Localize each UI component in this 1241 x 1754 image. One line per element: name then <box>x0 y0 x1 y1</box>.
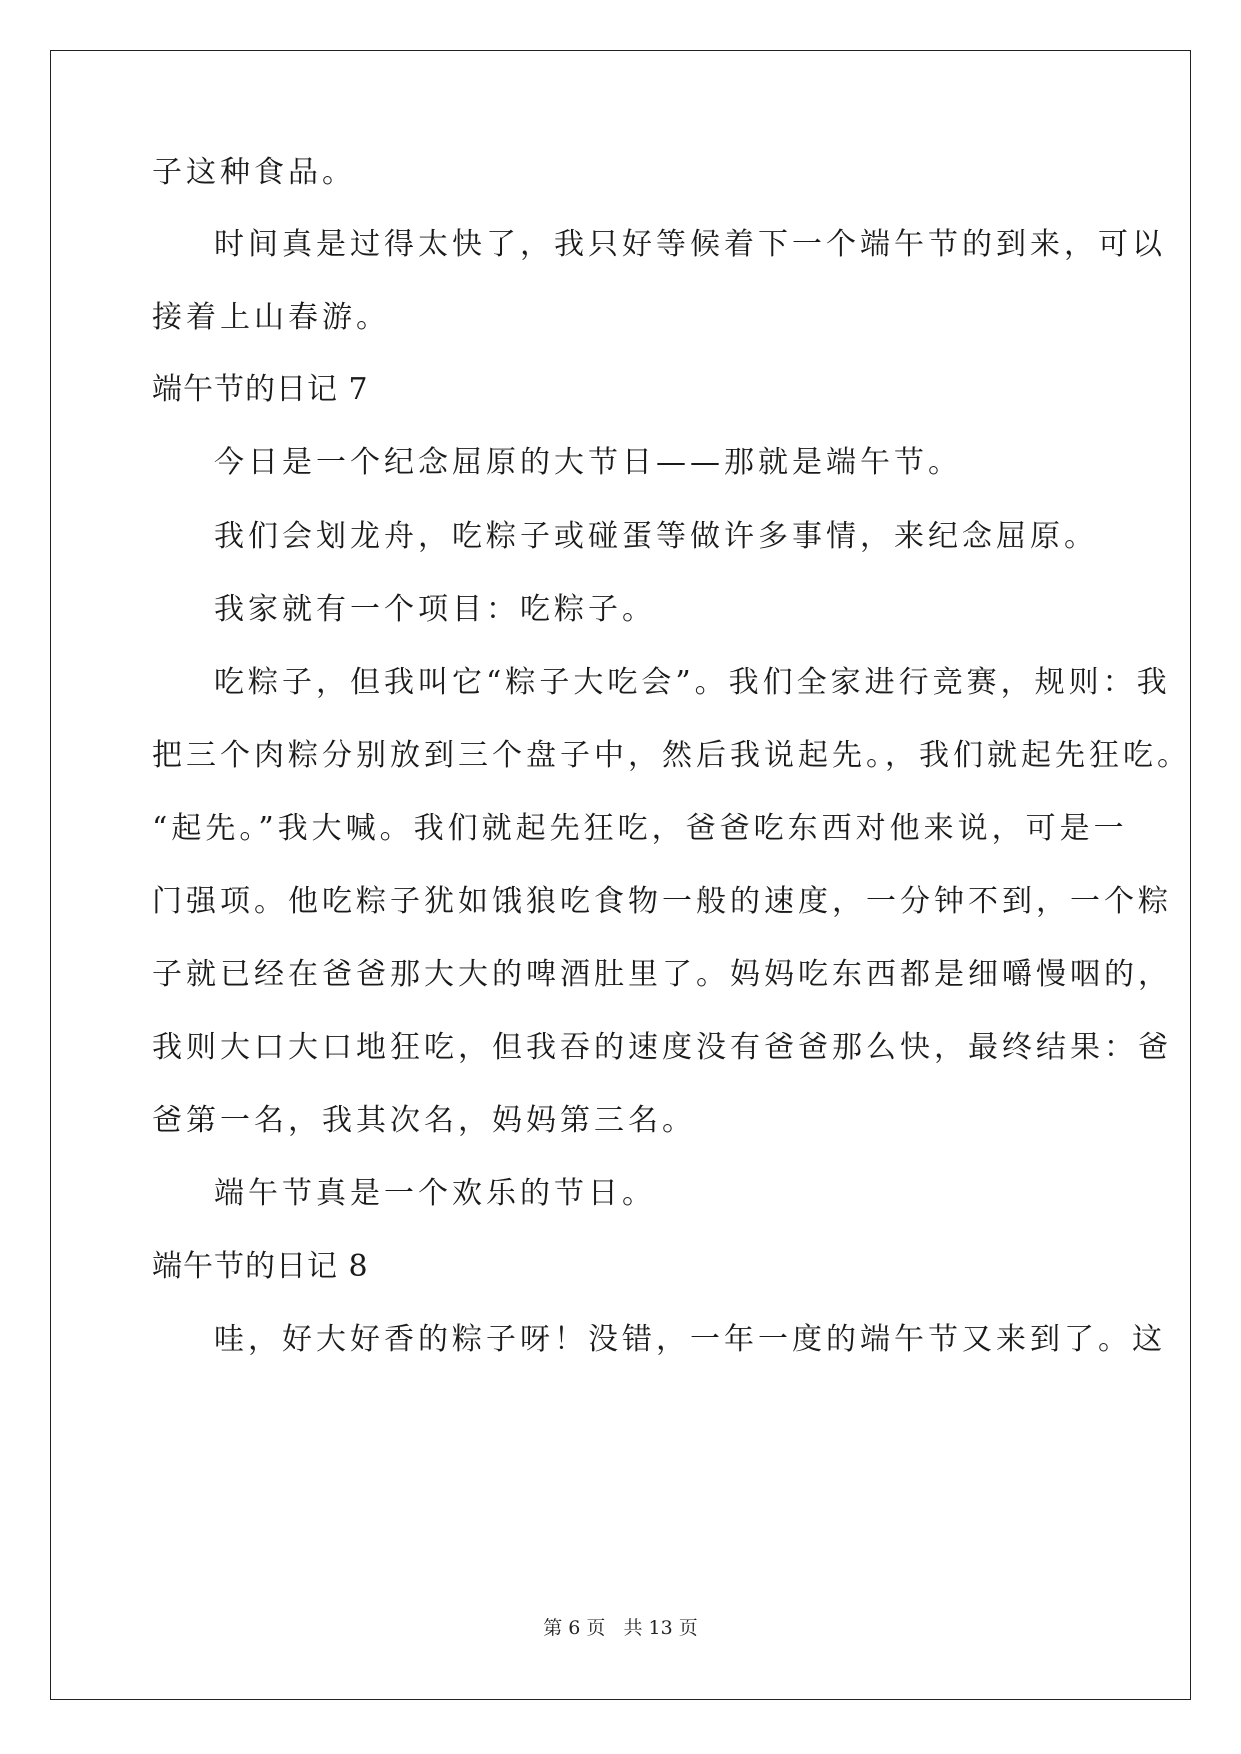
body-line: 子这种食品。 <box>152 155 356 190</box>
page-footer <box>0 1616 1241 1640</box>
body-line: 把三个肉粽分别放到三个盘子中，然后我说起先。，我们就起先狂吃。 <box>152 738 1191 773</box>
section-heading-diary-7: 端午节的日记 7 <box>152 372 369 407</box>
body-line: 今日是一个纪念屈原的大节日——那就是端午节。 <box>214 445 962 480</box>
body-line: 我们会划龙舟，吃粽子或碰蛋等做许多事情，来纪念屈原。 <box>214 519 1098 554</box>
body-line: 爸第一名，我其次名，妈妈第三名。 <box>152 1103 696 1138</box>
body-line: 时间真是过得太快了，我只好等候着下一个端午节的到来，可以 <box>214 227 1166 262</box>
body-line: 子就已经在爸爸那大大的啤酒肚里了。妈妈吃东西都是细嚼慢咽的， <box>152 957 1172 992</box>
section-heading-diary-8: 端午节的日记 8 <box>152 1249 369 1284</box>
body-line: 吃粽子，但我叫它“粽子大吃会”。我们全家进行竞赛，规则：我 <box>214 665 1171 700</box>
body-line: 门强项。他吃粽子犹如饿狼吃食物一般的速度，一分钟不到，一个粽 <box>152 884 1172 919</box>
body-line: “起先。”我大喊。我们就起先狂吃，爸爸吃东西对他来说，可是一 <box>152 811 1128 846</box>
page-total: 共 13 页 <box>623 1617 698 1639</box>
body-line: 我家就有一个项目：吃粽子。 <box>214 592 656 627</box>
body-line: 端午节真是一个欢乐的节日。 <box>214 1176 656 1211</box>
body-line: 哇，好大好香的粽子呀！没错，一年一度的端午节又来到了。这 <box>214 1322 1166 1357</box>
body-line: 接着上山春游。 <box>152 300 390 335</box>
body-line: 我则大口大口地狂吃，但我吞的速度没有爸爸那么快，最终结果：爸 <box>152 1030 1172 1065</box>
page-number: 第 6 页 <box>543 1617 606 1639</box>
